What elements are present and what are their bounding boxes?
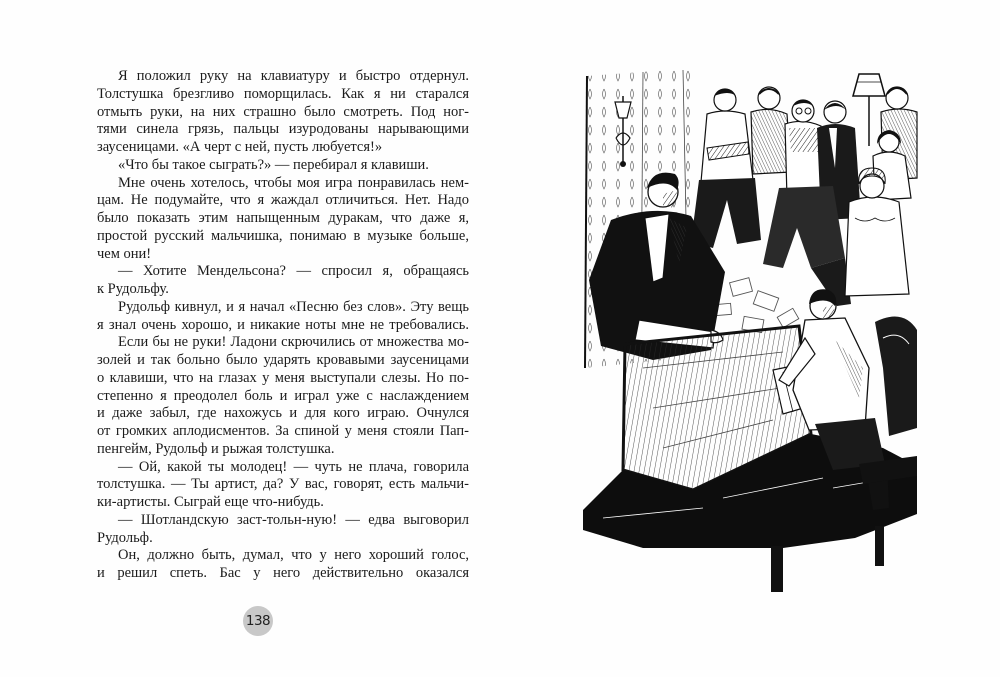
text-line: Если бы не руки! Ладони скрючились от множества мо-	[118, 334, 469, 351]
text-line: Мне очень хотелось, чтобы моя игра понравилась нем-	[118, 174, 469, 191]
text-line: золей и так больно было ударять кровавыми заусеницами	[97, 352, 469, 368]
text-line: ки-артисты. Сыграй еще что-нибудь.	[97, 494, 324, 510]
text-line: отмыть руки, на них страшно было смотреть. Под ног-	[97, 103, 469, 120]
text-line: — Ой, какой ты молодец! — чуть не плача, говорила	[118, 458, 469, 475]
text-line: Он, должно быть, думал, что у него хороший голос,	[118, 547, 469, 564]
text-line: — Шотландскую заст-тольн-ную! — едва выговорил	[118, 511, 469, 528]
text-line: и решил спеть. Бас у него действительно оказался	[97, 565, 469, 581]
text-line: было показать этим напыщенным дуракам, что даже я,	[97, 210, 469, 226]
text-line: я знал очень хорошо, и никакие ноты мне не требовались.	[97, 316, 469, 333]
text-line: «Что бы такое сыграть?» — перебирал я клавиши.	[118, 156, 429, 173]
text-line: пенгейм, Рудольф и рыжая толстушка.	[97, 440, 335, 457]
text-line: Рудольф кивнул, и я начал «Песню без слов». Эту вещь	[118, 298, 469, 315]
text-line: чем они!	[97, 245, 152, 262]
body-text	[97, 68, 469, 583]
text-line: от громких аплодисментов. За спиной у меня стояли Пап-	[97, 423, 469, 439]
text-line: Рудольф.	[97, 529, 153, 546]
text-line: простой русский мальчишка, понимаю в музыке больше,	[97, 227, 469, 244]
text-line: Толстушка брезгливо поморщилась. Как я ни старался	[97, 85, 469, 102]
text-line: к Рудольфу.	[97, 281, 169, 297]
book-illustration	[583, 68, 918, 593]
text-line: Я положил руку на клавиатуру и быстро отдернул.	[118, 68, 469, 84]
text-line: цам. Не подумайте, что я жаждал отличиться. Нет. Надо	[97, 192, 469, 209]
chair	[875, 317, 917, 436]
text-line: заусеницами. «А черт с ней, пусть любуется!»	[97, 139, 383, 155]
piano-leg	[875, 526, 884, 566]
text-line: и даже забыл, где нахожусь и для кого играю. Очнулся	[97, 405, 469, 422]
sheet-music	[715, 278, 799, 333]
text-line: о клавиши, что на глазах у меня выступали слезы. Но по-	[97, 369, 469, 386]
text-line: толстушка. — Ты артист, да? У вас, говорят, есть мальчи-	[97, 476, 469, 493]
right-page	[500, 0, 1000, 677]
text-line: степенно я преодолел боль и играл уже с наслаждением	[97, 387, 469, 404]
page-number: 138	[243, 606, 273, 636]
audience	[691, 87, 917, 306]
piano-leg	[771, 546, 783, 592]
text-line: тями синела грязь, пальцы изуродованы нарывающими	[97, 121, 469, 138]
text-line: — Хотите Мендельсона? — спросил я, обращаясь	[118, 263, 469, 280]
